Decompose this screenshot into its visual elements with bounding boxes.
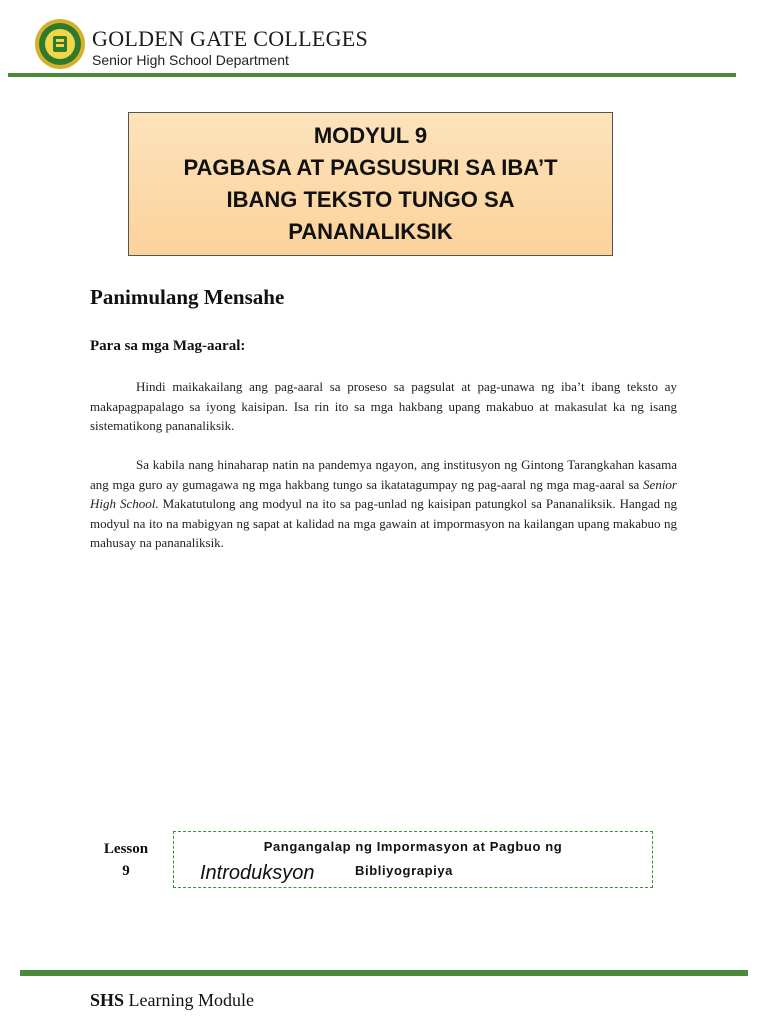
module-title-line: PANANALIKSIK	[288, 219, 453, 244]
school-seal-logo	[34, 18, 86, 70]
paragraph-text: Sa kabila nang hinaharap natin na pandemya ngayon, ang institusyon ng Gintong Tarangkahan kasama ang mga guro ay gumagawa ng mga hakbang tungo sa ikatatagumpay ng pag-aaral ng mga mag-aaral sa	[90, 457, 677, 492]
introduction-label: Introduksyon	[200, 862, 315, 884]
intro-paragraph-2	[90, 455, 677, 553]
school-name: GOLDEN GATE COLLEGES	[92, 26, 369, 51]
section-heading: Panimulang Mensahe	[90, 285, 285, 309]
intro-paragraph-1: Hindi maikakailang ang pag-aaral sa proseso sa pagsulat at pag-unawa ng iba’t ibang teksto ay makapagpapalago sa iyong kaisipan. Isa rin ito sa mga hakbang upang makabuo at makasulat ka ng isang sistematikong pananaliksik.	[90, 379, 677, 433]
section-subheading: Para sa mga Mag-aaral:	[90, 338, 246, 354]
module-title-line: PAGBASA AT PAGSUSURI SA IBA’T	[183, 155, 558, 180]
lesson-number: 9	[122, 863, 130, 879]
footer-divider	[20, 970, 748, 976]
footer-bold: SHS	[90, 990, 125, 1010]
footer-text: Learning Module	[124, 990, 254, 1010]
lesson-title-line-2: Bibliyograpiya	[355, 863, 453, 878]
lesson-title-line-1: Pangangalap ng Impormasyon at Pagbuo ng	[263, 839, 563, 854]
module-title-box	[128, 112, 613, 256]
department-name: Senior High School Department	[92, 52, 289, 68]
lesson-word: Lesson	[103, 841, 149, 857]
header-divider	[8, 73, 736, 77]
footer-label	[90, 990, 254, 1011]
module-title-line: IBANG TEKSTO TUNGO SA	[226, 187, 515, 212]
module-number: MODYUL 9	[313, 123, 428, 148]
emphasis-text: Senior High School.	[90, 476, 677, 511]
paragraph-text: Makatutulong ang modyul na ito sa pag-unlad ng kaisipan patungkol sa Pananaliksik. Hangad ng modyul na ito na mabigyan ng sapat at kalidad na mga gawain at impormasyon na kailangan upang makabuo ng mahusay na pananaliksik.	[90, 496, 677, 550]
lesson-label	[96, 838, 156, 882]
